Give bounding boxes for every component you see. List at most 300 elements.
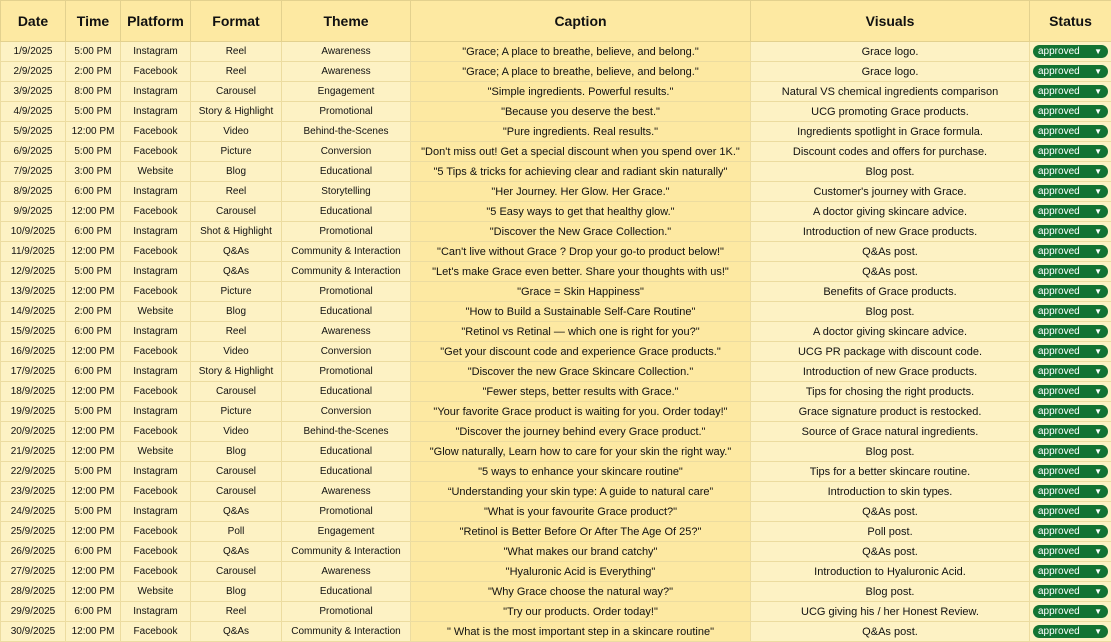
visuals-cell[interactable]: Natural VS chemical ingredients comparison	[751, 82, 1030, 102]
status-cell[interactable]	[1030, 262, 1111, 282]
time-cell[interactable]: 12:00 PM	[66, 422, 121, 442]
format-cell[interactable]: Reel	[191, 602, 282, 622]
status-cell[interactable]	[1030, 222, 1111, 242]
visuals-cell[interactable]: Poll post.	[751, 522, 1030, 542]
visuals-cell[interactable]: Q&As post.	[751, 262, 1030, 282]
format-cell[interactable]: Reel	[191, 62, 282, 82]
time-cell[interactable]: 12:00 PM	[66, 342, 121, 362]
visuals-cell[interactable]: Discount codes and offers for purchase.	[751, 142, 1030, 162]
caption-cell[interactable]: "Fewer steps, better results with Grace."	[411, 382, 751, 402]
platform-cell[interactable]: Website	[121, 442, 191, 462]
date-cell[interactable]: 11/9/2025	[1, 242, 66, 262]
caption-cell[interactable]: "Grace; A place to breathe, believe, and belong."	[411, 62, 751, 82]
caption-cell[interactable]: "Discover the new Grace Skincare Collection."	[411, 362, 751, 382]
format-cell[interactable]: Carousel	[191, 202, 282, 222]
status-cell[interactable]	[1030, 402, 1111, 422]
time-cell[interactable]: 12:00 PM	[66, 202, 121, 222]
format-cell[interactable]: Q&As	[191, 542, 282, 562]
platform-cell[interactable]: Facebook	[121, 342, 191, 362]
theme-cell[interactable]: Awareness	[282, 62, 411, 82]
status-label: approved	[1038, 526, 1080, 537]
status-cell[interactable]	[1030, 282, 1111, 302]
platform-cell[interactable]: Facebook	[121, 482, 191, 502]
status-cell[interactable]	[1030, 122, 1111, 142]
table-row	[1, 582, 1111, 602]
status-dropdown-chip[interactable]	[1033, 605, 1108, 618]
time-cell[interactable]: 12:00 PM	[66, 282, 121, 302]
status-dropdown-chip[interactable]	[1033, 505, 1108, 518]
status-dropdown-chip[interactable]	[1033, 445, 1108, 458]
time-cell[interactable]: 12:00 PM	[66, 522, 121, 542]
visuals-cell[interactable]: Source of Grace natural ingredients.	[751, 422, 1030, 442]
time-cell[interactable]: 5:00 PM	[66, 142, 121, 162]
theme-cell[interactable]: Promotional	[282, 602, 411, 622]
date-cell[interactable]: 15/9/2025	[1, 322, 66, 342]
visuals-cell[interactable]: Blog post.	[751, 442, 1030, 462]
caption-cell[interactable]: "5 ways to enhance your skincare routine"	[411, 462, 751, 482]
platform-cell[interactable]: Facebook	[121, 542, 191, 562]
status-dropdown-chip[interactable]	[1033, 325, 1108, 338]
theme-cell[interactable]: Educational	[282, 382, 411, 402]
status-cell[interactable]	[1030, 82, 1111, 102]
platform-cell[interactable]: Facebook	[121, 562, 191, 582]
time-cell[interactable]: 12:00 PM	[66, 562, 121, 582]
header-time[interactable]: Time	[66, 1, 121, 42]
theme-cell[interactable]: Awareness	[282, 562, 411, 582]
date-cell[interactable]: 22/9/2025	[1, 462, 66, 482]
time-cell[interactable]: 6:00 PM	[66, 542, 121, 562]
status-label: approved	[1038, 46, 1080, 57]
format-cell[interactable]: Reel	[191, 182, 282, 202]
header-date[interactable]: Date	[1, 1, 66, 42]
caption-cell[interactable]: "Hyaluronic Acid is Everything"	[411, 562, 751, 582]
time-cell[interactable]: 5:00 PM	[66, 102, 121, 122]
status-dropdown-chip[interactable]	[1033, 345, 1108, 358]
status-cell[interactable]	[1030, 622, 1111, 642]
chevron-down-icon: ▼	[1094, 588, 1102, 596]
date-cell[interactable]: 6/9/2025	[1, 142, 66, 162]
theme-cell[interactable]: Community & Interaction	[282, 262, 411, 282]
format-cell[interactable]: Blog	[191, 302, 282, 322]
platform-cell[interactable]: Instagram	[121, 322, 191, 342]
theme-cell[interactable]: Conversion	[282, 142, 411, 162]
time-cell[interactable]: 2:00 PM	[66, 62, 121, 82]
visuals-cell[interactable]: Blog post.	[751, 302, 1030, 322]
visuals-cell[interactable]: Grace signature product is restocked.	[751, 402, 1030, 422]
theme-cell[interactable]: Awareness	[282, 42, 411, 62]
format-cell[interactable]: Story & Highlight	[191, 362, 282, 382]
theme-cell[interactable]: Promotional	[282, 282, 411, 302]
date-cell[interactable]: 14/9/2025	[1, 302, 66, 322]
visuals-cell[interactable]: Q&As post.	[751, 502, 1030, 522]
visuals-cell[interactable]: A doctor giving skincare advice.	[751, 202, 1030, 222]
theme-cell[interactable]: Awareness	[282, 482, 411, 502]
status-dropdown-chip[interactable]	[1033, 265, 1108, 278]
format-cell[interactable]: Carousel	[191, 82, 282, 102]
platform-cell[interactable]: Instagram	[121, 362, 191, 382]
theme-cell[interactable]: Engagement	[282, 522, 411, 542]
date-cell[interactable]: 24/9/2025	[1, 502, 66, 522]
platform-cell[interactable]: Instagram	[121, 502, 191, 522]
chevron-down-icon: ▼	[1094, 208, 1102, 216]
header-visuals[interactable]: Visuals	[751, 1, 1030, 42]
caption-cell[interactable]: "Get your discount code and experience Grace products."	[411, 342, 751, 362]
visuals-cell[interactable]: Grace logo.	[751, 62, 1030, 82]
format-cell[interactable]: Reel	[191, 42, 282, 62]
table-row	[1, 502, 1111, 522]
time-cell[interactable]: 12:00 PM	[66, 482, 121, 502]
visuals-cell[interactable]: Benefits of Grace products.	[751, 282, 1030, 302]
chevron-down-icon: ▼	[1094, 388, 1102, 396]
format-cell[interactable]: Video	[191, 422, 282, 442]
status-dropdown-chip[interactable]	[1033, 565, 1108, 578]
time-cell[interactable]: 12:00 PM	[66, 442, 121, 462]
time-cell[interactable]: 3:00 PM	[66, 162, 121, 182]
status-cell[interactable]	[1030, 62, 1111, 82]
theme-cell[interactable]: Educational	[282, 162, 411, 182]
platform-cell[interactable]: Facebook	[121, 282, 191, 302]
status-cell[interactable]	[1030, 462, 1111, 482]
visuals-cell[interactable]: Introduction of new Grace products.	[751, 362, 1030, 382]
table-row	[1, 362, 1111, 382]
date-cell[interactable]: 7/9/2025	[1, 162, 66, 182]
platform-cell[interactable]: Instagram	[121, 102, 191, 122]
chevron-down-icon: ▼	[1094, 408, 1102, 416]
date-cell[interactable]: 13/9/2025	[1, 282, 66, 302]
format-cell[interactable]: Q&As	[191, 242, 282, 262]
status-dropdown-chip[interactable]	[1033, 365, 1108, 378]
status-cell[interactable]	[1030, 562, 1111, 582]
visuals-cell[interactable]: Q&As post.	[751, 542, 1030, 562]
caption-cell[interactable]: "Why Grace choose the natural way?"	[411, 582, 751, 602]
status-cell[interactable]	[1030, 362, 1111, 382]
platform-cell[interactable]: Facebook	[121, 202, 191, 222]
theme-cell[interactable]: Educational	[282, 202, 411, 222]
status-label: approved	[1038, 86, 1080, 97]
status-label: approved	[1038, 606, 1080, 617]
status-cell[interactable]	[1030, 202, 1111, 222]
status-dropdown-chip[interactable]	[1033, 125, 1108, 138]
format-cell[interactable]: Poll	[191, 522, 282, 542]
status-dropdown-chip[interactable]	[1033, 425, 1108, 438]
visuals-cell[interactable]: UCG promoting Grace products.	[751, 102, 1030, 122]
theme-cell[interactable]: Community & Interaction	[282, 242, 411, 262]
date-cell[interactable]: 5/9/2025	[1, 122, 66, 142]
date-cell[interactable]: 27/9/2025	[1, 562, 66, 582]
format-cell[interactable]: Carousel	[191, 382, 282, 402]
platform-cell[interactable]: Website	[121, 162, 191, 182]
date-cell[interactable]: 1/9/2025	[1, 42, 66, 62]
date-cell[interactable]: 28/9/2025	[1, 582, 66, 602]
status-cell[interactable]	[1030, 142, 1111, 162]
format-cell[interactable]: Video	[191, 122, 282, 142]
time-cell[interactable]: 5:00 PM	[66, 462, 121, 482]
format-cell[interactable]: Carousel	[191, 462, 282, 482]
theme-cell[interactable]: Behind-the-Scenes	[282, 422, 411, 442]
caption-cell[interactable]: "Because you deserve the best."	[411, 102, 751, 122]
status-cell[interactable]	[1030, 482, 1111, 502]
status-cell[interactable]	[1030, 322, 1111, 342]
date-cell[interactable]: 10/9/2025	[1, 222, 66, 242]
header-platform[interactable]: Platform	[121, 1, 191, 42]
theme-cell[interactable]: Behind-the-Scenes	[282, 122, 411, 142]
date-cell[interactable]: 30/9/2025	[1, 622, 66, 642]
date-cell[interactable]: 16/9/2025	[1, 342, 66, 362]
format-cell[interactable]: Blog	[191, 582, 282, 602]
caption-cell[interactable]: "What makes our brand catchy"	[411, 542, 751, 562]
caption-cell[interactable]: "Discover the New Grace Collection."	[411, 222, 751, 242]
status-dropdown-chip[interactable]	[1033, 305, 1108, 318]
time-cell[interactable]: 5:00 PM	[66, 42, 121, 62]
platform-cell[interactable]: Facebook	[121, 142, 191, 162]
format-cell[interactable]: Carousel	[191, 562, 282, 582]
status-dropdown-chip[interactable]	[1033, 525, 1108, 538]
header-theme[interactable]: Theme	[282, 1, 411, 42]
date-cell[interactable]: 12/9/2025	[1, 262, 66, 282]
caption-cell[interactable]: "Retinol is Better Before Or After The Age Of 25?"	[411, 522, 751, 542]
theme-cell[interactable]: Conversion	[282, 402, 411, 422]
theme-cell[interactable]: Educational	[282, 302, 411, 322]
platform-cell[interactable]: Instagram	[121, 222, 191, 242]
platform-cell[interactable]: Facebook	[121, 422, 191, 442]
status-dropdown-chip[interactable]	[1033, 145, 1108, 158]
visuals-cell[interactable]: Customer's journey with Grace.	[751, 182, 1030, 202]
status-cell[interactable]	[1030, 522, 1111, 542]
status-cell[interactable]	[1030, 542, 1111, 562]
date-cell[interactable]: 17/9/2025	[1, 362, 66, 382]
platform-cell[interactable]: Instagram	[121, 602, 191, 622]
header-status[interactable]: Status	[1030, 1, 1111, 42]
date-cell[interactable]: 21/9/2025	[1, 442, 66, 462]
caption-cell[interactable]: "Simple ingredients. Powerful results."	[411, 82, 751, 102]
theme-cell[interactable]: Promotional	[282, 102, 411, 122]
status-cell[interactable]	[1030, 602, 1111, 622]
caption-cell[interactable]: "Her Journey. Her Glow. Her Grace."	[411, 182, 751, 202]
theme-cell[interactable]: Engagement	[282, 82, 411, 102]
time-cell[interactable]: 12:00 PM	[66, 382, 121, 402]
time-cell[interactable]: 6:00 PM	[66, 362, 121, 382]
status-dropdown-chip[interactable]	[1033, 225, 1108, 238]
status-dropdown-chip[interactable]	[1033, 385, 1108, 398]
format-cell[interactable]: Q&As	[191, 502, 282, 522]
theme-cell[interactable]: Promotional	[282, 502, 411, 522]
format-cell[interactable]: Picture	[191, 142, 282, 162]
format-cell[interactable]: Carousel	[191, 482, 282, 502]
status-label: approved	[1038, 586, 1080, 597]
table-row	[1, 522, 1111, 542]
format-cell[interactable]: Blog	[191, 442, 282, 462]
status-cell[interactable]	[1030, 242, 1111, 262]
status-label: approved	[1038, 246, 1080, 257]
caption-cell[interactable]: "5 Easy ways to get that healthy glow."	[411, 202, 751, 222]
theme-cell[interactable]: Conversion	[282, 342, 411, 362]
status-dropdown-chip[interactable]	[1033, 205, 1108, 218]
platform-cell[interactable]: Facebook	[121, 622, 191, 642]
status-dropdown-chip[interactable]	[1033, 285, 1108, 298]
format-cell[interactable]: Q&As	[191, 622, 282, 642]
chevron-down-icon: ▼	[1094, 68, 1102, 76]
time-cell[interactable]: 12:00 PM	[66, 122, 121, 142]
time-cell[interactable]: 6:00 PM	[66, 222, 121, 242]
visuals-cell[interactable]: Tips for chosing the right products.	[751, 382, 1030, 402]
time-cell[interactable]: 6:00 PM	[66, 182, 121, 202]
caption-cell[interactable]: " What is the most important step in a skincare routine"	[411, 622, 751, 642]
caption-cell[interactable]: "Try our products. Order today!"	[411, 602, 751, 622]
theme-cell[interactable]: Promotional	[282, 222, 411, 242]
platform-cell[interactable]: Instagram	[121, 182, 191, 202]
platform-cell[interactable]: Facebook	[121, 382, 191, 402]
platform-cell[interactable]: Facebook	[121, 62, 191, 82]
platform-cell[interactable]: Facebook	[121, 122, 191, 142]
date-cell[interactable]: 3/9/2025	[1, 82, 66, 102]
status-dropdown-chip[interactable]	[1033, 85, 1108, 98]
date-cell[interactable]: 25/9/2025	[1, 522, 66, 542]
status-dropdown-chip[interactable]	[1033, 405, 1108, 418]
platform-cell[interactable]: Instagram	[121, 262, 191, 282]
header-caption[interactable]: Caption	[411, 1, 751, 42]
time-cell[interactable]: 8:00 PM	[66, 82, 121, 102]
format-cell[interactable]: Video	[191, 342, 282, 362]
visuals-cell[interactable]: Ingredients spotlight in Grace formula.	[751, 122, 1030, 142]
format-cell[interactable]: Picture	[191, 282, 282, 302]
theme-cell[interactable]: Awareness	[282, 322, 411, 342]
caption-cell[interactable]: "Can't live without Grace ? Drop your go-to product below!"	[411, 242, 751, 262]
caption-cell[interactable]: "Grace = Skin Happiness"	[411, 282, 751, 302]
theme-cell[interactable]: Educational	[282, 442, 411, 462]
format-cell[interactable]: Story & Highlight	[191, 102, 282, 122]
status-cell[interactable]	[1030, 382, 1111, 402]
format-cell[interactable]: Reel	[191, 322, 282, 342]
time-cell[interactable]: 12:00 PM	[66, 622, 121, 642]
platform-cell[interactable]: Website	[121, 582, 191, 602]
theme-cell[interactable]: Community & Interaction	[282, 622, 411, 642]
date-cell[interactable]: 8/9/2025	[1, 182, 66, 202]
theme-cell[interactable]: Community & Interaction	[282, 542, 411, 562]
table-row	[1, 542, 1111, 562]
platform-cell[interactable]: Facebook	[121, 522, 191, 542]
status-cell[interactable]	[1030, 502, 1111, 522]
header-format[interactable]: Format	[191, 1, 282, 42]
date-cell[interactable]: 4/9/2025	[1, 102, 66, 122]
caption-cell[interactable]: “Understanding your skin type: A guide to natural care”	[411, 482, 751, 502]
visuals-cell[interactable]: Introduction to skin types.	[751, 482, 1030, 502]
status-cell[interactable]	[1030, 442, 1111, 462]
visuals-cell[interactable]: UCG PR package with discount code.	[751, 342, 1030, 362]
status-cell[interactable]	[1030, 422, 1111, 442]
status-dropdown-chip[interactable]	[1033, 545, 1108, 558]
time-cell[interactable]: 6:00 PM	[66, 602, 121, 622]
visuals-cell[interactable]: UCG giving his / her Honest Review.	[751, 602, 1030, 622]
theme-cell[interactable]: Storytelling	[282, 182, 411, 202]
caption-cell[interactable]: "Let's make Grace even better. Share your thoughts with us!"	[411, 262, 751, 282]
theme-cell[interactable]: Educational	[282, 582, 411, 602]
platform-cell[interactable]: Instagram	[121, 402, 191, 422]
platform-cell[interactable]: Website	[121, 302, 191, 322]
status-dropdown-chip[interactable]	[1033, 625, 1108, 638]
platform-cell[interactable]: Facebook	[121, 242, 191, 262]
format-cell[interactable]: Picture	[191, 402, 282, 422]
table-row	[1, 242, 1111, 262]
date-cell[interactable]: 19/9/2025	[1, 402, 66, 422]
format-cell[interactable]: Q&As	[191, 262, 282, 282]
status-cell[interactable]	[1030, 102, 1111, 122]
time-cell[interactable]: 5:00 PM	[66, 402, 121, 422]
caption-cell[interactable]: "How to Build a Sustainable Self-Care Routine"	[411, 302, 751, 322]
visuals-cell[interactable]: A doctor giving skincare advice.	[751, 322, 1030, 342]
status-cell[interactable]	[1030, 582, 1111, 602]
table-row	[1, 282, 1111, 302]
status-dropdown-chip[interactable]	[1033, 165, 1108, 178]
format-cell[interactable]: Blog	[191, 162, 282, 182]
date-cell[interactable]: 26/9/2025	[1, 542, 66, 562]
platform-cell[interactable]: Instagram	[121, 42, 191, 62]
status-dropdown-chip[interactable]	[1033, 105, 1108, 118]
status-label: approved	[1038, 126, 1080, 137]
status-dropdown-chip[interactable]	[1033, 585, 1108, 598]
visuals-cell[interactable]: Tips for a better skincare routine.	[751, 462, 1030, 482]
theme-cell[interactable]: Promotional	[282, 362, 411, 382]
caption-cell[interactable]: "Grace; A place to breathe, believe, and belong."	[411, 42, 751, 62]
caption-cell[interactable]: "Pure ingredients. Real results."	[411, 122, 751, 142]
time-cell[interactable]: 12:00 PM	[66, 582, 121, 602]
time-cell[interactable]: 12:00 PM	[66, 242, 121, 262]
caption-cell[interactable]: "Your favorite Grace product is waiting for you. Order today!"	[411, 402, 751, 422]
visuals-cell[interactable]: Blog post.	[751, 162, 1030, 182]
table-row	[1, 622, 1111, 642]
caption-cell[interactable]: "Don't miss out! Get a special discount when you spend over 1K."	[411, 142, 751, 162]
time-cell[interactable]: 5:00 PM	[66, 502, 121, 522]
visuals-cell[interactable]: Introduction of new Grace products.	[751, 222, 1030, 242]
visuals-cell[interactable]: Grace logo.	[751, 42, 1030, 62]
status-cell[interactable]	[1030, 182, 1111, 202]
status-cell[interactable]	[1030, 302, 1111, 322]
date-cell[interactable]: 9/9/2025	[1, 202, 66, 222]
time-cell[interactable]: 2:00 PM	[66, 302, 121, 322]
status-cell[interactable]	[1030, 342, 1111, 362]
caption-cell[interactable]: "Glow naturally, Learn how to care for your skin the right way."	[411, 442, 751, 462]
chevron-down-icon: ▼	[1094, 528, 1102, 536]
visuals-cell[interactable]: Q&As post.	[751, 622, 1030, 642]
visuals-cell[interactable]: Blog post.	[751, 582, 1030, 602]
time-cell[interactable]: 6:00 PM	[66, 322, 121, 342]
status-dropdown-chip[interactable]	[1033, 185, 1108, 198]
status-cell[interactable]	[1030, 162, 1111, 182]
date-cell[interactable]: 20/9/2025	[1, 422, 66, 442]
format-cell[interactable]: Shot & Highlight	[191, 222, 282, 242]
status-dropdown-chip[interactable]	[1033, 65, 1108, 78]
time-cell[interactable]: 5:00 PM	[66, 262, 121, 282]
status-dropdown-chip[interactable]	[1033, 245, 1108, 258]
status-cell[interactable]	[1030, 42, 1111, 62]
caption-cell[interactable]: "5 Tips & tricks for achieving clear and radiant skin naturally"	[411, 162, 751, 182]
visuals-cell[interactable]: Q&As post.	[751, 242, 1030, 262]
date-cell[interactable]: 29/9/2025	[1, 602, 66, 622]
platform-cell[interactable]: Instagram	[121, 82, 191, 102]
theme-cell[interactable]: Educational	[282, 462, 411, 482]
status-dropdown-chip[interactable]	[1033, 485, 1108, 498]
caption-cell[interactable]: "Retinol vs Retinal — which one is right for you?"	[411, 322, 751, 342]
date-cell[interactable]: 18/9/2025	[1, 382, 66, 402]
caption-cell[interactable]: "What is your favourite Grace product?"	[411, 502, 751, 522]
visuals-cell[interactable]: Introduction to Hyaluronic Acid.	[751, 562, 1030, 582]
date-cell[interactable]: 23/9/2025	[1, 482, 66, 502]
chevron-down-icon: ▼	[1094, 328, 1102, 336]
date-cell[interactable]: 2/9/2025	[1, 62, 66, 82]
status-dropdown-chip[interactable]	[1033, 465, 1108, 478]
platform-cell[interactable]: Instagram	[121, 462, 191, 482]
caption-cell[interactable]: "Discover the journey behind every Grace product."	[411, 422, 751, 442]
status-dropdown-chip[interactable]	[1033, 45, 1108, 58]
